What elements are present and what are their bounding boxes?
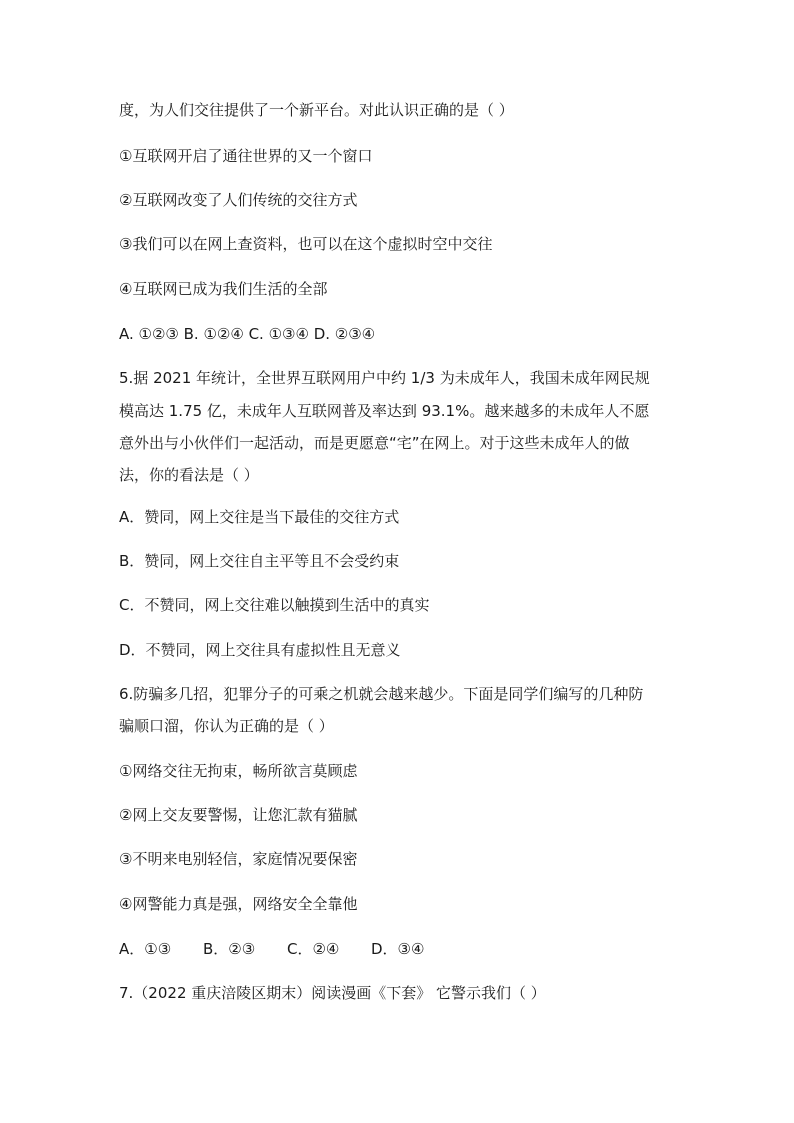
q5-option-c: C．不赞同，网上交往难以触摸到生活中的真实 (119, 596, 430, 614)
q6-option-a: A．①③ (119, 940, 172, 958)
q7-stem: 7.（2022 重庆涪陵区期末）阅读漫画《下套》 它警示我们（ ） (119, 984, 546, 1002)
q6-item-3: ③不明来电别轻信，家庭情况要保密 (119, 850, 358, 868)
q4-item-3: ③我们可以在网上查资料，也可以在这个虚拟时空中交往 (119, 235, 493, 253)
q5-stem-line-3: 意外出与小伙伴们一起活动，而是更愿意“宅”在网上。对于这些未成年人的做 (119, 434, 630, 452)
q6-item-2: ②网上交友要警惕，让您汇款有猫腻 (119, 806, 358, 824)
q4-item-1: ①互联网开启了通往世界的又一个窗口 (119, 147, 373, 165)
q4-item-2: ②互联网改变了人们传统的交往方式 (119, 191, 358, 209)
q6-item-1: ①网络交往无拘束，畅所欲言莫顾虑 (119, 762, 358, 780)
q4-options: A. ①②③ B. ①②④ C. ①③④ D. ②③④ (119, 325, 376, 343)
q6-stem-line-2: 骗顺口溜，你认为正确的是（ ） (119, 717, 334, 735)
q6-option-b: B．②③ (203, 940, 256, 958)
q6-options (119, 938, 689, 960)
q6-item-4: ④网警能力真是强，网络安全全靠他 (119, 895, 358, 913)
q5-stem-line-1: 5.据 2021 年统计，全世界互联网用户中约 1/3 为未成年人，我国未成年网民规 (119, 369, 650, 387)
q6-option-d: D．③④ (371, 940, 425, 958)
q5-option-a: A．赞同，网上交往是当下最佳的交往方式 (119, 508, 400, 526)
q5-stem-line-4: 法，你的看法是（ ） (119, 466, 259, 484)
q5-option-d: D．不赞同，网上交往具有虚拟性且无意义 (119, 641, 401, 659)
q6-option-c: C．②④ (287, 940, 340, 958)
q4-stem-tail: 度，为人们交往提供了一个新平台。对此认识正确的是（ ） (119, 101, 514, 119)
q4-item-4: ④互联网已成为我们生活的全部 (119, 280, 328, 298)
q5-stem-line-2: 模高达 1.75 亿，未成年人互联网普及率达到 93.1%。越来越多的未成年人不愿 (119, 402, 650, 420)
q5-option-b: B．赞同，网上交往自主平等且不会受约束 (119, 552, 400, 570)
q6-stem-line-1: 6.防骗多几招，犯罪分子的可乘之机就会越来越少。下面是同学们编写的几种防 (119, 685, 644, 703)
